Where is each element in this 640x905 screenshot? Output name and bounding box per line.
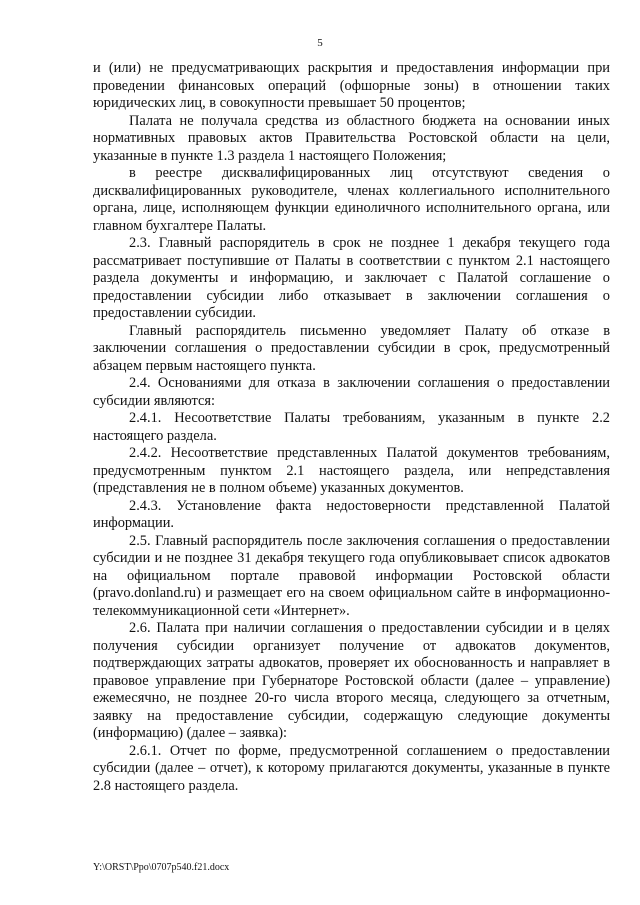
paragraph-2-4-3: 2.4.3. Установление факта недостоверности представленной Палатой информации. bbox=[93, 497, 610, 531]
footer-file-path: Y:\ORST\Ppo\0707p540.f21.docx bbox=[93, 862, 230, 873]
paragraph-2-6-1: 2.6.1. Отчет по форме, предусмотренной соглашением о предоставлении субсидии (далее – отчет), к которому прилагаются документы, указанные в пункте 2.8 настоящего раздела. bbox=[93, 742, 610, 794]
paragraph: Палата не получала средства из областного бюджета на основании иных нормативных правовых актов Правительства Ростовской области на цели, указанные в пункте 1.3 раздела 1 настоящего Положения; bbox=[93, 112, 610, 164]
paragraph-2-4-1: 2.4.1. Несоответствие Палаты требованиям, указанным в пункте 2.2 настоящего раздела. bbox=[93, 410, 610, 444]
page-number: 5 bbox=[317, 37, 323, 49]
document-body bbox=[93, 60, 610, 795]
paragraph-2-3: 2.3. Главный распорядитель в срок не позднее 1 декабря текущего года рассматривает поступившие от Палаты в соответствии с пунктом 2.1 настоящего раздела документы и информацию, и заключает с Палатой соглашение о предоставлении субсидии либо отказывает в заключении соглашения о предоставлении субсидии. bbox=[93, 235, 610, 321]
paragraph: и (или) не предусматривающих раскрытия и предоставления информации при проведении финансовых операций (офшорные зоны) в отношении таких юридических лиц, в совокупности превышает 50 процентов; bbox=[93, 60, 610, 111]
paragraph-2-6: 2.6. Палата при наличии соглашения о предоставлении субсидии и в целях получения субсидии организует получение от адвокатов документов, подтверждающих затраты адвокатов, проверяет их обоснованность и направляет в правовое управление при Губернаторе Ростовской области (далее – управление) ежемесячно, не позднее 20-го числа второго месяца, следующего за отчетным, заявку на предоставление субсидии, содержащую следующие документы (информацию) (далее – заявка): bbox=[93, 620, 610, 741]
paragraph-2-4: 2.4. Основаниями для отказа в заключении соглашения о предоставлении субсидии являются: bbox=[93, 375, 610, 409]
paragraph-2-5: 2.5. Главный распорядитель после заключения соглашения о предоставлении субсидии и не позднее 31 декабря текущего года опубликовывает список адвокатов на официальном портале правовой информации Ростовской области (pravo.donland.ru) и размещает его на своем официальном сайте в информационно-телекоммуникационной сети «Интернет». bbox=[93, 532, 610, 619]
paragraph: в реестре дисквалифицированных лиц отсутствуют сведения о дисквалифицированных руководителе, членах коллегиального исполнительного органа, лице, исполняющем функции единоличного исполнительного органа, или главном бухгалтере Палаты. bbox=[93, 165, 610, 234]
paragraph-2-4-2: 2.4.2. Несоответствие представленных Палатой документов требованиям, предусмотренным пунктом 2.1 настоящего раздела, или непредставления (представления не в полном объеме) указанных документов. bbox=[93, 445, 610, 496]
paragraph: Главный распорядитель письменно уведомляет Палату об отказе в заключении соглашения о предоставлении субсидии в срок, предусмотренный абзацем первым настоящего пункта. bbox=[93, 322, 610, 374]
